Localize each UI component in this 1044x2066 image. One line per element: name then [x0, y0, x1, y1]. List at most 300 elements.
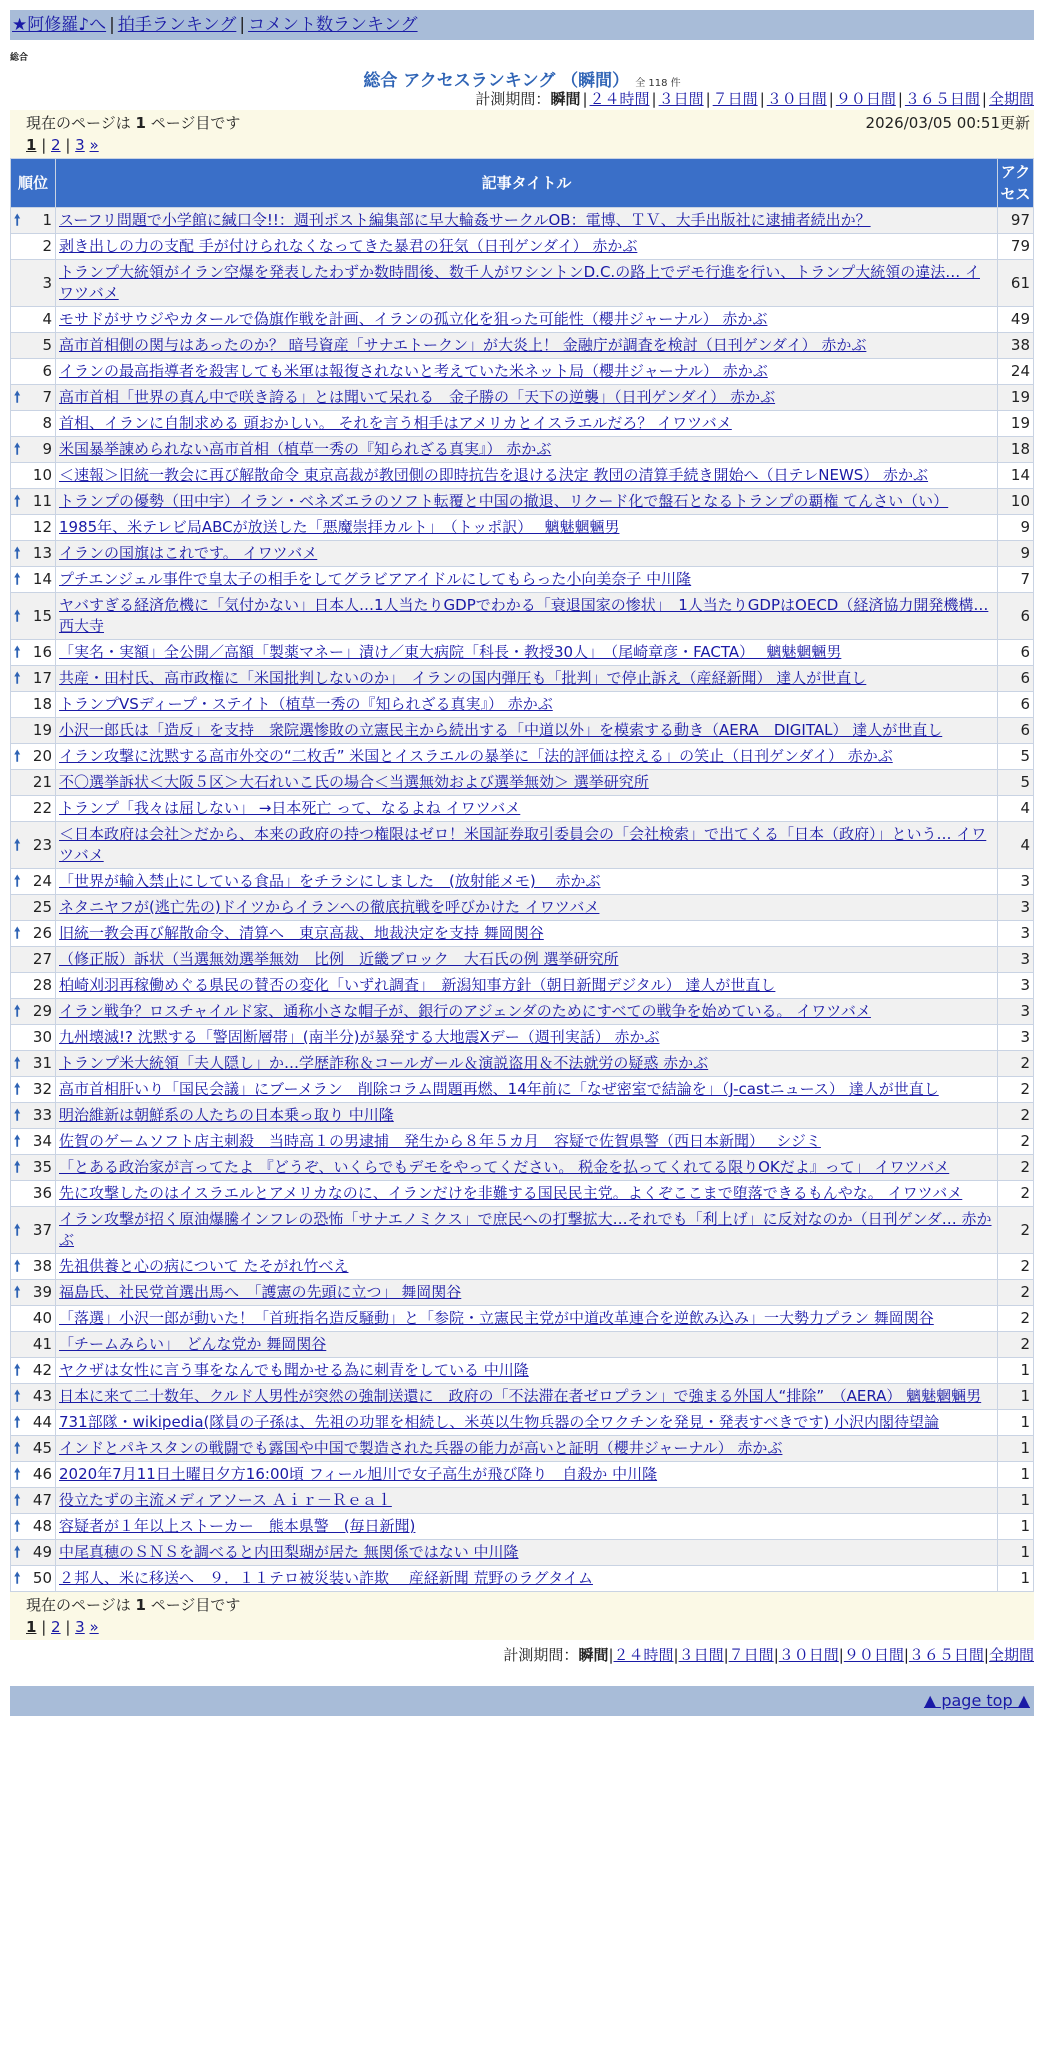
title-cell [56, 489, 998, 515]
period-option-link[interactable]: ２４時間 [589, 90, 650, 108]
access-count: 5 [998, 744, 1034, 770]
title-cell [56, 307, 998, 333]
article-link[interactable]: 米国暴挙諌められない高市首相（植草一秀の『知られざる真実』） 赤かぶ [59, 440, 552, 458]
rank-up-arrow-icon: 🠕 [14, 1387, 21, 1405]
table-row [11, 947, 1034, 973]
article-link[interactable]: 「落選」小沢一郎が動いた！「首班指名造反騒動」と「参院・立憲民主党が中道改革連合を逆飲み込み」一大勢力プラン 舞岡関谷 [59, 1309, 934, 1327]
table-row [11, 1181, 1034, 1207]
article-link[interactable]: 役立たずの主流メディアソース Ａｉｒ－Ｒｅａｌ [59, 1491, 392, 1509]
article-link[interactable]: 剥き出しの力の支配 手が付けられなくなってきた暴君の狂気（日刊ゲンダイ） 赤かぶ [59, 237, 638, 255]
rank-up-arrow-icon: 🠕 [14, 835, 21, 854]
rank-up-arrow-icon: 🠕 [14, 1220, 21, 1239]
rank-cell [11, 744, 56, 770]
rank-cell [11, 822, 56, 869]
title-cell [56, 666, 998, 692]
table-row [11, 1129, 1034, 1155]
rank-up-arrow-icon: 🠕 [14, 1002, 21, 1020]
access-count: 1 [998, 1488, 1034, 1514]
rank-number: 41 [32, 1335, 52, 1353]
rank-cell [11, 515, 56, 541]
period-option-link[interactable]: 全期間 [988, 1646, 1034, 1664]
article-link[interactable]: 明治維新は朝鮮系の人たちの日本乗っ取り 中川隆 [59, 1106, 394, 1124]
nav-separator: | [239, 15, 246, 35]
access-count: 3 [998, 1025, 1034, 1051]
rank-cell [11, 489, 56, 515]
table-row [11, 333, 1034, 359]
table-row [11, 489, 1034, 515]
rank-cell [11, 1358, 56, 1384]
title-cell [56, 640, 998, 666]
period-option-link[interactable]: ３６５日間 [904, 90, 980, 108]
access-count: 19 [998, 385, 1034, 411]
rank-number: 28 [32, 976, 52, 994]
access-count: 4 [998, 822, 1034, 869]
rank-number: 47 [32, 1491, 52, 1509]
rank-number: 16 [32, 643, 52, 661]
access-count: 2 [998, 1129, 1034, 1155]
access-count: 6 [998, 692, 1034, 718]
rank-number: 32 [32, 1080, 52, 1098]
table-row [11, 234, 1034, 260]
article-link[interactable]: 日本に来て二十数年、クルド人男性が突然の強制送還に 政府の「不法滞在者ゼロプラン」で強まる外国人“排除” （AERA） 魑魅魍魎男 [59, 1387, 982, 1405]
access-count: 19 [998, 411, 1034, 437]
title-cell [56, 921, 998, 947]
rank-up-arrow-icon: 🠕 [14, 1054, 21, 1072]
title-cell [56, 208, 998, 234]
title-cell [56, 1306, 998, 1332]
article-link[interactable]: ＜日本政府は会社＞だから、本来の政府の持つ権限はゼロ！米国証券取引委員会の「会社検索」で出てくる「日本（政府）」という… イワツバメ [59, 825, 987, 864]
table-row [11, 437, 1034, 463]
table-row [11, 1462, 1034, 1488]
title-cell [56, 1384, 998, 1410]
article-link[interactable]: 「世界が輸入禁止にしている食品」をチラシにしました (放射能メモ) 赤かぶ [59, 872, 601, 890]
article-link[interactable]: 「実名・実額」全公開／高額「製薬マネー」漬け／東大病院「科長・教授30人」 （尾崎章彦・FACTA） 魑魅魍魎男 [59, 643, 842, 661]
table-row [11, 1540, 1034, 1566]
page-title-text: 総合 アクセスランキング （瞬間） [363, 71, 630, 91]
page-3-link[interactable]: 3 [75, 136, 85, 154]
article-link[interactable]: 先に攻撃したのはイスラエルとアメリカなのに、イランだけを非難する国民民主党。よくぞここまで堕落できるもんやな。 イワツバメ [59, 1184, 963, 1202]
rank-cell [11, 437, 56, 463]
access-count: 1 [998, 1358, 1034, 1384]
rank-number: 50 [32, 1569, 52, 1587]
rank-number: 21 [32, 773, 52, 791]
title-cell [56, 822, 998, 869]
title-cell [56, 895, 998, 921]
access-count: 61 [998, 260, 1034, 307]
rank-number: 43 [32, 1387, 52, 1405]
rank-number: 9 [42, 440, 52, 458]
period-label: 計測期間： [503, 1646, 579, 1664]
article-link[interactable]: 福島氏、社民党首選出馬へ 「護憲の先頭に立つ」 舞岡関谷 [59, 1283, 462, 1301]
period-option-link[interactable]: ３０日間 [766, 90, 827, 108]
article-link[interactable]: 中尾真穂のＳＮＳを調べると内田梨瑚が居た 無関係ではない 中川隆 [59, 1543, 519, 1561]
rank-up-arrow-icon: 🠕 [14, 1132, 21, 1150]
access-count: 97 [998, 208, 1034, 234]
access-count: 3 [998, 895, 1034, 921]
article-link[interactable]: ヤバすぎる経済危機に「気付かない」日本人…1人当たりGDPでわかる「衰退国家の惨状」 1人当たりGDPはOECD（経済協力開発機構… 西大寺 [59, 596, 989, 635]
access-count: 3 [998, 947, 1034, 973]
article-link[interactable]: 小沢一郎氏は「造反」を支持 衆院選惨敗の立憲民主から続出する「中道以外」を模索する動き（AERA DIGITAL） 達人が世直し [59, 721, 943, 739]
rank-cell [11, 567, 56, 593]
rank-number: 2 [42, 237, 52, 255]
title-cell [56, 437, 998, 463]
table-row [11, 1332, 1034, 1358]
article-link[interactable]: 「チームみらい」 どんな党か 舞岡関谷 [59, 1335, 327, 1353]
rank-number: 13 [32, 544, 52, 562]
rank-up-arrow-icon: 🠕 [14, 211, 21, 229]
table-row [11, 666, 1034, 692]
table-row [11, 411, 1034, 437]
access-count: 6 [998, 593, 1034, 640]
access-count: 2 [998, 1254, 1034, 1280]
table-row [11, 463, 1034, 489]
rank-cell [11, 1077, 56, 1103]
article-link[interactable]: トランプ「我々は屈しない」 →日本死亡 って、なるよね イワツバメ [59, 799, 521, 817]
page-1-current: 1 [26, 1618, 37, 1636]
rank-cell [11, 869, 56, 895]
title-cell [56, 1358, 998, 1384]
article-link[interactable]: イラン攻撃に沈黙する高市外交の“二枚舌” 米国とイスラエルの暴挙に「法的評価は控える」の笑止（日刊ゲンダイ） 赤かぶ [59, 747, 893, 765]
rank-up-arrow-icon: 🠕 [14, 1106, 21, 1124]
rank-cell [11, 921, 56, 947]
article-link[interactable]: ＜速報＞旧統一教会に再び解散命令 東京高裁が教団側の即時抗告を退ける決定 教団の清算手続き開始へ（日テレNEWS） 赤かぶ [59, 466, 929, 484]
rank-cell [11, 1025, 56, 1051]
item-count: 全 118 件 [635, 78, 681, 89]
period-separator: | [651, 90, 657, 108]
access-count: 38 [998, 333, 1034, 359]
title-cell [56, 770, 998, 796]
period-separator: | [705, 90, 711, 108]
next-page-link[interactable]: » [89, 1618, 99, 1636]
period-separator: | [723, 1646, 729, 1664]
article-link[interactable]: 高市首相肝いり「国民会議」にブーメラン 削除コラム問題再燃、14年前に「なぜ密室で結論を」（J-castニュース） 達人が世直し [59, 1080, 939, 1098]
article-link[interactable]: モサドがサウジやカタールで偽旗作戦を計画、イランの孤立化を狙った可能性（櫻井ジャーナル） 赤かぶ [59, 310, 768, 328]
rank-number: 11 [32, 492, 52, 510]
period-selector-bottom [10, 1644, 1034, 1666]
rank-cell [11, 307, 56, 333]
article-link[interactable]: ネタニヤフが(逃亡先の)ドイツからイランへの徹底抗戦を呼びかけた イワツバメ [59, 898, 600, 916]
rank-number: 10 [32, 466, 52, 484]
article-link[interactable]: 柏崎刈羽再稼働めぐる県民の賛否の変化「いずれ調査」 新潟知事方針（朝日新聞デジタル） 達人が世直し [59, 976, 776, 994]
rank-cell [11, 1384, 56, 1410]
rank-cell [11, 385, 56, 411]
table-row [11, 822, 1034, 869]
title-cell [56, 333, 998, 359]
access-count: 2 [998, 1051, 1034, 1077]
rank-number: 4 [42, 310, 52, 328]
page-3-link[interactable]: 3 [75, 1618, 85, 1636]
access-count: 49 [998, 307, 1034, 333]
access-count: 1 [998, 1540, 1034, 1566]
rank-up-arrow-icon: 🠕 [14, 747, 21, 765]
access-count: 2 [998, 1280, 1034, 1306]
rank-number: 46 [32, 1465, 52, 1483]
article-link[interactable]: 佐賀のゲームソフト店主刺殺 当時高１の男逮捕 発生から８年５カ月 容疑で佐賀県警（西日本新聞） シジミ [59, 1132, 821, 1150]
article-link[interactable]: 旧統一教会再び解散命令、清算へ 東京高裁、地裁決定を支持 舞岡関谷 [59, 924, 544, 942]
article-link[interactable]: 2020年7月11日土曜日夕方16:00頃 フィール旭川で女子高生が飛び降り 自殺か 中川隆 [59, 1465, 658, 1483]
article-link[interactable]: 「とある政治家が言ってたよ 『どうぞ、いくらでもデモをやってください。 税金を払ってくれてる限りOKだよ』って」 イワツバメ [59, 1158, 950, 1176]
title-cell [56, 385, 998, 411]
period-separator: | [897, 90, 903, 108]
rank-number: 40 [32, 1309, 52, 1327]
table-row [11, 921, 1034, 947]
title-cell [56, 1540, 998, 1566]
table-row [11, 1488, 1034, 1514]
period-option-link[interactable]: ３日間 [658, 90, 704, 108]
period-separator: | [673, 1646, 679, 1664]
rank-number: 12 [32, 518, 52, 536]
page-top-link[interactable]: ▲ page top ▲ [923, 1691, 1030, 1710]
article-link[interactable]: 高市首相側の関与はあったのか？ 暗号資産「サナエトークン」が大炎上！ 金融庁が調査を検討（日刊ゲンダイ） 赤かぶ [59, 336, 867, 354]
table-row [11, 515, 1034, 541]
table-row [11, 208, 1034, 234]
title-cell [56, 234, 998, 260]
rank-number: 5 [42, 336, 52, 354]
rank-up-arrow-icon: 🠕 [14, 669, 21, 687]
period-option-link[interactable]: ７日間 [712, 90, 758, 108]
rank-up-arrow-icon: 🠕 [14, 1080, 21, 1098]
rank-up-arrow-icon: 🠕 [14, 1439, 21, 1457]
article-link[interactable]: 先祖供養と心の病について たそがれ竹べえ [59, 1257, 349, 1275]
table-row [11, 796, 1034, 822]
access-count: 1 [998, 1462, 1034, 1488]
rank-cell [11, 947, 56, 973]
article-link[interactable]: 九州壊滅!? 沈黙する「警固断層帯」(南半分)が暴発する大地震Xデー（週刊実話） 赤かぶ [59, 1028, 660, 1046]
period-option-link[interactable]: ３６５日間 [908, 1646, 984, 1664]
rank-up-arrow-icon: 🠕 [14, 643, 21, 661]
title-cell [56, 1103, 998, 1129]
title-cell [56, 1207, 998, 1254]
period-separator: | [903, 1646, 909, 1664]
current-page-text: 現在のページは 1 ページ目です [26, 114, 241, 132]
rank-cell [11, 770, 56, 796]
rank-cell [11, 1129, 56, 1155]
rank-up-arrow-icon: 🠕 [14, 872, 21, 890]
access-count: 3 [998, 921, 1034, 947]
period-separator: | [983, 1646, 989, 1664]
next-page-link[interactable]: » [89, 136, 99, 154]
nav-separator: | [109, 15, 115, 35]
current-page-text-bottom: 現在のページは 1 ページ目です [26, 1596, 241, 1614]
article-link[interactable]: スーフリ問題で小学館に緘口令!!：週刊ポスト編集部に早大輪姦サークルOB：電博、ＴＶ、大手出版社に逮捕者続出か？ [59, 211, 871, 229]
access-count: 14 [998, 463, 1034, 489]
access-count: 18 [998, 437, 1034, 463]
access-count: 5 [998, 770, 1034, 796]
rank-cell [11, 260, 56, 307]
access-count: 3 [998, 999, 1034, 1025]
title-cell [56, 411, 998, 437]
article-link[interactable]: プチエンジェル事件で皇太子の相手をしてグラビアアイドルにしてもらった小向美奈子 中川隆 [59, 570, 692, 588]
rank-cell [11, 895, 56, 921]
title-cell [56, 541, 998, 567]
rank-cell [11, 1436, 56, 1462]
title-cell [56, 1155, 998, 1181]
article-link[interactable]: 容疑者が１年以上ストーカー 熊本県警 (毎日新聞) [59, 1517, 416, 1535]
access-count: 4 [998, 796, 1034, 822]
table-row [11, 567, 1034, 593]
article-link[interactable]: トランプの優勢（田中宇）イラン・ベネズエラのソフト転覆と中国の撤退、リクード化で盤石となるトランプの覇権 てんさい（い） [59, 492, 949, 510]
rank-cell [11, 1155, 56, 1181]
table-row [11, 999, 1034, 1025]
rank-up-arrow-icon: 🠕 [14, 544, 21, 562]
comment-ranking-link[interactable]: コメント数ランキング [248, 15, 418, 35]
rank-number: 15 [32, 606, 52, 625]
rank-cell [11, 718, 56, 744]
title-cell [56, 463, 998, 489]
access-count: 9 [998, 515, 1034, 541]
title-cell [56, 1280, 998, 1306]
rank-cell [11, 1103, 56, 1129]
article-link[interactable]: （修正版）訴状（当選無効選挙無効 比例 近畿ブロック 大石氏の例 選挙研究所 [59, 950, 619, 968]
rank-number: 27 [32, 950, 52, 968]
period-option-link[interactable]: 全期間 [988, 90, 1034, 108]
period-separator: | [759, 90, 765, 108]
page-1-current: 1 [26, 136, 37, 154]
article-link[interactable]: トランプ米大統領「夫人隠し」か…学歴詐称＆コールガール＆演説盗用＆不法就労の疑惑 赤かぶ [59, 1054, 709, 1072]
bottom-bar [10, 1686, 1034, 1716]
rank-number: 18 [32, 695, 52, 713]
rank-number: 38 [32, 1257, 52, 1275]
period-option-link[interactable]: ３０日間 [778, 1646, 839, 1664]
title-cell [56, 567, 998, 593]
article-link[interactable]: 首相、イランに自制求める 頭おかしい。 それを言う相手はアメリカとイスラエルだろ？ イワツバメ [59, 414, 732, 432]
rank-cell [11, 1332, 56, 1358]
article-link[interactable]: トランプVSディープ・ステイト（植草一秀の『知られざる真実』） 赤かぶ [59, 695, 553, 713]
table-row [11, 1514, 1034, 1540]
rank-cell [11, 1207, 56, 1254]
article-link[interactable]: ヤクザは女性に言う事をなんでも聞かせる為に刺青をしている 中川隆 [59, 1361, 529, 1379]
applause-ranking-link[interactable]: 拍手ランキング [117, 15, 237, 35]
rank-number: 20 [32, 747, 52, 765]
rank-number: 8 [42, 414, 52, 432]
access-count: 1 [998, 1436, 1034, 1462]
article-link[interactable]: 高市首相「世界の真ん中で咲き誇る」とは聞いて呆れる 金子勝の「天下の逆襲」（日刊ゲンダイ） 赤かぶ [59, 388, 776, 406]
period-option-link[interactable]: ３日間 [678, 1646, 724, 1664]
rank-up-arrow-icon: 🠕 [14, 1283, 21, 1301]
page-2-link[interactable]: 2 [51, 136, 61, 154]
rank-cell [11, 640, 56, 666]
period-option-link[interactable]: ２４時間 [613, 1646, 674, 1664]
page-2-link[interactable]: 2 [51, 1618, 61, 1636]
top-nav [10, 10, 1034, 40]
title-header: 記事タイトル [56, 159, 998, 208]
rank-up-arrow-icon: 🠕 [14, 1257, 21, 1275]
rank-number: 25 [32, 898, 52, 916]
rank-cell [11, 1566, 56, 1592]
table-row [11, 359, 1034, 385]
rank-up-arrow-icon: 🠕 [14, 1517, 21, 1535]
table-row [11, 593, 1034, 640]
rank-number: 22 [32, 799, 52, 817]
table-row [11, 1103, 1034, 1129]
updated-timestamp: 2026/03/05 00:51更新 [865, 114, 1030, 132]
rank-up-arrow-icon: 🠕 [14, 570, 21, 588]
access-count: 2 [998, 1077, 1034, 1103]
rank-cell [11, 208, 56, 234]
rank-cell [11, 1462, 56, 1488]
access-count: 1 [998, 1384, 1034, 1410]
title-cell [56, 1051, 998, 1077]
rank-cell [11, 1488, 56, 1514]
rank-number: 35 [32, 1158, 52, 1176]
article-link[interactable]: 1985年、米テレビ局ABCが放送した「悪魔崇拝カルト」 （トッポ訳） 魑魅魍魎男 [59, 518, 620, 536]
period-separator: | [838, 1646, 844, 1664]
table-row [11, 692, 1034, 718]
article-link[interactable]: 不〇選挙訴状＜大阪５区＞大石れいこ氏の場合＜当選無効および選挙無効＞ 選挙研究所 [59, 773, 649, 791]
access-header: アクセス [998, 159, 1034, 208]
rank-up-arrow-icon: 🠕 [14, 924, 21, 942]
rank-up-arrow-icon: 🠕 [14, 1413, 21, 1431]
title-cell [56, 744, 998, 770]
article-link[interactable]: イラン戦争？ロスチャイルド家、通称小さな帽子が、銀行のアジェンダのためにすべての戦争を始めている。 イワツバメ [59, 1002, 871, 1020]
rank-cell [11, 1181, 56, 1207]
title-cell [56, 1077, 998, 1103]
period-separator: | [608, 1646, 614, 1664]
title-cell [56, 1410, 998, 1436]
title-cell [56, 1129, 998, 1155]
period-option-link[interactable]: ７日間 [728, 1646, 774, 1664]
period-label: 計測期間： [475, 90, 551, 108]
category-label: 総合 [10, 53, 29, 63]
article-link[interactable]: 731部隊・wikipedia(隊員の子孫は、先祖の功罪を相続し、米英以生物兵器の全ワクチンを発見・発表すべきです) 小沢内閣待望論 [59, 1413, 939, 1431]
rank-cell [11, 1540, 56, 1566]
rank-cell [11, 1306, 56, 1332]
title-cell [56, 1566, 998, 1592]
table-row [11, 1436, 1034, 1462]
table-row [11, 541, 1034, 567]
article-link[interactable]: イランの国旗はこれです。 イワツバメ [59, 544, 318, 562]
title-cell [56, 1488, 998, 1514]
article-link[interactable]: イラン攻撃が招く原油爆騰インフレの恐怖「サナエノミクス」で庶民への打撃拡大…それでも「利上げ」に反対なのか（日刊ゲンダ… 赤かぶ [59, 1210, 992, 1249]
rank-number: 34 [32, 1132, 52, 1150]
title-cell [56, 947, 998, 973]
access-count: 2 [998, 1155, 1034, 1181]
rank-number: 7 [42, 388, 52, 406]
rank-number: 39 [32, 1283, 52, 1301]
access-count: 24 [998, 359, 1034, 385]
rank-number: 45 [32, 1439, 52, 1457]
article-link[interactable]: イランの最高指導者を殺害しても米軍は報復されないと考えていた米ネット局（櫻井ジャーナル） 赤かぶ [59, 362, 768, 380]
article-link[interactable]: インドとパキスタンの戦闘でも露国や中国で製造された兵器の能力が高いと証明（櫻井ジャーナル） 赤かぶ [59, 1439, 783, 1457]
access-count: 2 [998, 1207, 1034, 1254]
access-count: 3 [998, 973, 1034, 999]
access-count: 6 [998, 718, 1034, 744]
heading-row [10, 66, 1034, 91]
rank-cell [11, 692, 56, 718]
access-count: 79 [998, 234, 1034, 260]
title-cell [56, 999, 998, 1025]
title-cell [56, 593, 998, 640]
period-option-link[interactable]: ９０日間 [835, 90, 896, 108]
rank-up-arrow-icon: 🠕 [14, 1465, 21, 1483]
article-link[interactable]: ２邦人、米に移送へ ９．１１テロ被災装い詐欺 産経新聞 荒野のラグタイム [59, 1569, 593, 1587]
title-cell [56, 796, 998, 822]
rank-up-arrow-icon: 🠕 [14, 1158, 21, 1176]
article-link[interactable]: 共産・田村氏、高市政権に「米国批判しないのか」 イランの国内弾圧も「批判」で停止訴え（産経新聞） 達人が世直し [59, 669, 867, 687]
rank-number: 14 [32, 570, 52, 588]
home-link[interactable]: ★阿修羅♪へ [12, 15, 107, 35]
rank-number: 36 [32, 1184, 52, 1202]
table-row [11, 1566, 1034, 1592]
rank-up-arrow-icon: 🠕 [14, 440, 21, 458]
rank-up-arrow-icon: 🠕 [14, 1543, 21, 1561]
access-count: 1 [998, 1410, 1034, 1436]
article-link[interactable]: トランプ大統領がイラン空爆を発表したわずか数時間後、数千人がワシントンD.C.の路上でデモ行進を行い、トランプ大統領の違法… イワツバメ [59, 263, 980, 302]
rank-cell [11, 1254, 56, 1280]
rank-cell [11, 973, 56, 999]
table-row [11, 1077, 1034, 1103]
period-option-link[interactable]: ９０日間 [843, 1646, 904, 1664]
